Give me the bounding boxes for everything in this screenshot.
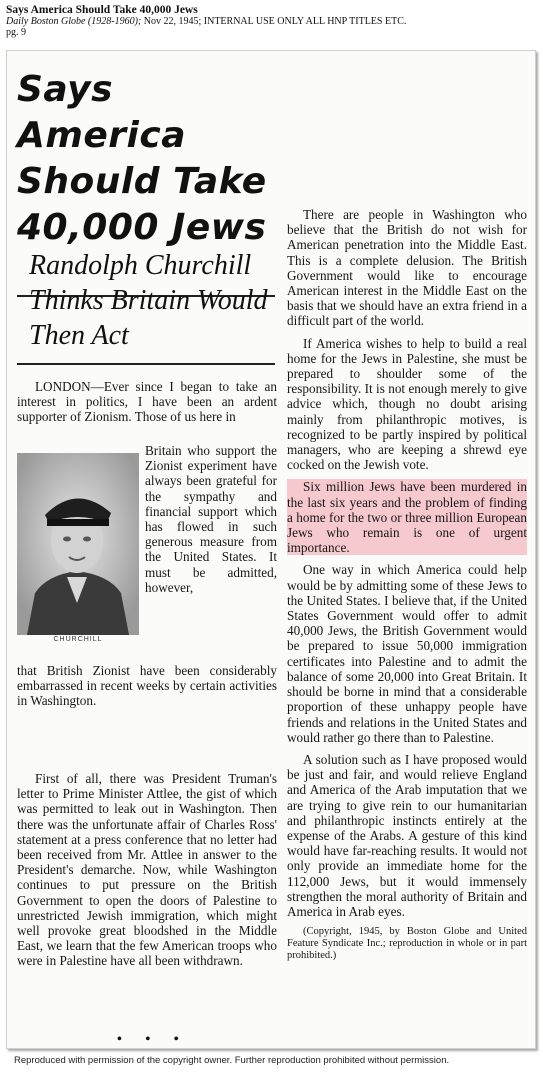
after-photo-text: that British Zionist have been considerably embarrassed in recent weeks by certain activities in Washington. xyxy=(17,663,277,709)
after-photo-paragraph xyxy=(17,663,277,709)
photo-caption: CHURCHILL xyxy=(53,636,103,643)
citation-header xyxy=(6,4,536,38)
right-paragraph-5: A solution such as I have proposed would be just and fair, and would relieve England and America of the Arab imputation that we are trying to give rein to our humanitarian and philanthropic instincts entirely at the expense of the Arabs. A gesture of this kind would have far-reaching results. It would not only provide an immediate home for the 112,000 Jews, but it would immensely strengthen the moral authority of Britain and America in Arab eyes. xyxy=(287,751,527,919)
left-paragraph-2-text: First of all, there was President Truman's letter to Prime Minister Attlee, the gist of which was permitted to leak out in Washington. Then there was the unfortunate affair of Charles Ross' statement at a press conference that no letter had been received from Mr. Attlee in answer to the President's demarche. Now, while Washington continues to put pressure on the British Government to open the doors of Palestine to unrestricted Jewish immigration, which might well provoke great bloodshed in the Middle East, we learn that the few American troops who were in Palestine have all been withdrawn. xyxy=(17,771,277,969)
wrap-paragraph xyxy=(145,443,277,595)
portrait-photo xyxy=(17,453,139,635)
right-column xyxy=(287,207,527,969)
section-break-dots: • • • xyxy=(117,1032,189,1047)
lead-paragraph xyxy=(17,379,277,425)
copyright-notice: (Copyright, 1945, by Boston Globe and United Feature Syndicate Inc.; reproduction in whole or in part prohibited.) xyxy=(287,926,527,962)
right-paragraph-2: If America wishes to help to build a real home for the Jews in Palestine, she must be prepared to shoulder some of the responsibility. It is not enough merely to give advice which, though no doubt arising mainly from philanthropic motives, is recognized to be partly inspired by political managers, who are keeping a shrewd eye cocked on the Jewish vote. xyxy=(287,335,527,473)
right-paragraph-1: There are people in Washington who believe that the British do not wish for American penetration into the Middle East. This is a complete delusion. The British Government would like to encourage American interest in the Middle East on the basis that we should have an extra friend in a difficult part of the world. xyxy=(287,207,527,329)
citation-page: pg. 9 xyxy=(6,27,26,38)
citation-details: Nov 22, 1945; INTERNAL USE ONLY ALL HNP TITLES ETC. xyxy=(141,16,407,27)
subheadline: Randolph Churchill Thinks Britain Would Then Act xyxy=(29,250,268,351)
citation-title: Says America Should Take 40,000 Jews xyxy=(6,4,198,16)
wrap-text: Britain who support the Zionist experiment have always been grateful for the sympathy and financial support which has flowed in such generous measure from the United States. It must be admitted, however, xyxy=(145,443,277,595)
headline: Says America Should Take 40,000 Jews xyxy=(17,69,267,248)
publication-name: Daily Boston Globe (1928-1960); xyxy=(6,16,142,27)
lead-text: LONDON—Ever since I began to take an interest in politics, I have been an ardent supporter of Zionism. Those of us here in xyxy=(17,379,277,425)
citation-source xyxy=(6,16,536,27)
newspaper-clipping xyxy=(6,50,536,1049)
right-paragraph-4: One way in which America could help would be by admitting some of these Jews to the United States. I believe that, if the United States Government would offer to admit 40,000 Jews, the British Government would be prepared to issue 50,000 immigration certificates into Palestine and to admit the balance of some 20,000 into Great Britain. It should be borne in mind that a considerable proportion of these unhappy people have friends and relations in the United States and would rather go there than to Palestine. xyxy=(287,562,527,745)
highlighted-paragraph: Six million Jews have been murdered in the last six years and the problem of finding a home for the two or three million European Jews who remain is one of urgent importance. xyxy=(287,479,527,556)
reproduction-notice: Reproduced with permission of the copyright owner. Further reproduction prohibited without permission. xyxy=(14,1055,450,1066)
left-paragraph-2 xyxy=(17,771,277,969)
subheadline-rule xyxy=(17,363,275,365)
